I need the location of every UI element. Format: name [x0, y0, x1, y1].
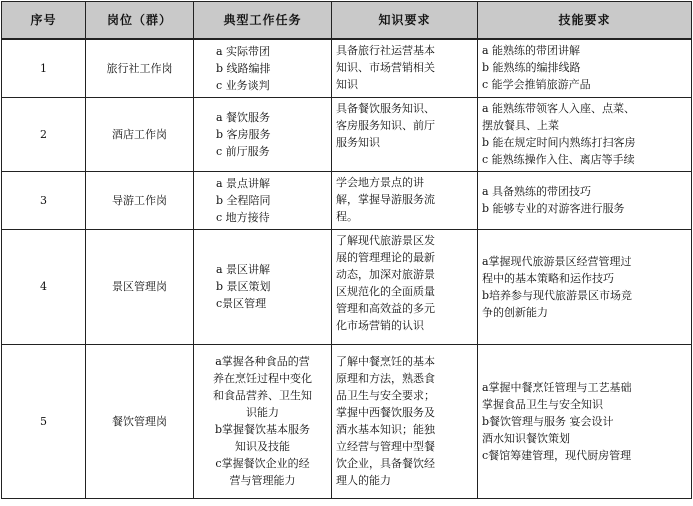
- knowledge-line: 饮企业，具备餐饮经: [336, 457, 435, 470]
- row-no: 1: [2, 39, 86, 97]
- row-post: 导游工作岗: [86, 171, 194, 229]
- row-post: 景区管理岗: [86, 229, 194, 344]
- row-knowledge: [332, 171, 478, 229]
- skill-line: c 能学会推销旅游产品: [482, 78, 591, 91]
- knowledge-line: 具备餐饮服务知识、: [336, 101, 435, 115]
- job-requirements-table: [1, 1, 692, 499]
- row-tasks: [194, 97, 332, 171]
- header-skills: 技能要求: [478, 2, 692, 40]
- skill-line: c餐馆筹建管理，现代厨房管理: [482, 448, 632, 462]
- task-line: c掌握餐饮企业的经: [215, 457, 310, 470]
- task-line: c 业务谈判: [216, 78, 270, 92]
- knowledge-line: 知识、市场营销相关: [336, 61, 435, 74]
- row-skills: [478, 97, 692, 171]
- row-no: 2: [2, 97, 86, 171]
- table-row: [2, 39, 692, 97]
- skill-line: b 能熟练的编排线路: [482, 61, 581, 74]
- task-line: c 地方接待: [216, 210, 270, 224]
- task-line: 养在烹饪过程中变化: [213, 372, 312, 385]
- task-line: b 景区策划: [216, 280, 271, 293]
- header-row: [2, 2, 692, 40]
- row-knowledge: [332, 39, 478, 97]
- row-skills: [478, 229, 692, 344]
- skill-line: 争的创新能力: [482, 305, 548, 319]
- task-line: b 客房服务: [216, 127, 271, 141]
- knowledge-line: 酒水基本知识；能独: [336, 423, 435, 436]
- knowledge-line: 品卫生与安全要求；: [336, 389, 435, 402]
- skill-line: b培养参与现代旅游景区市场竞: [482, 288, 633, 302]
- knowledge-line: 具备旅行社运营基本: [336, 44, 435, 57]
- row-tasks: [194, 229, 332, 344]
- knowledge-line: 了解中餐烹饪的基本: [336, 355, 435, 368]
- skill-line: a掌握现代旅游景区经营管理过: [482, 254, 632, 268]
- task-line: b掌握餐饮基本服务: [214, 423, 311, 436]
- skill-line: c 能熟练操作入住、离店等手续: [482, 152, 635, 166]
- table-row: [2, 171, 692, 229]
- knowledge-line: 理人的能力: [336, 474, 391, 487]
- header-knowledge: 知识要求: [332, 2, 478, 40]
- skill-line: b 能够专业的对游客进行服务: [482, 202, 625, 215]
- knowledge-line: 动态，加深对旅游景: [336, 267, 435, 281]
- task-line: b 线路编排: [216, 61, 271, 75]
- knowledge-line: 知识: [336, 78, 358, 91]
- row-tasks: [194, 39, 332, 97]
- table-row: [2, 97, 692, 171]
- row-no: 4: [2, 229, 86, 344]
- knowledge-line: 管理和高效益的多元: [336, 301, 435, 315]
- task-line: a 餐饮服务: [216, 110, 271, 124]
- knowledge-line: 解，掌握导游服务流: [336, 192, 435, 206]
- knowledge-line: 展的管理理论的最新: [336, 250, 435, 264]
- task-line: 和食品营养、卫生知: [213, 389, 312, 402]
- table-row: [2, 344, 692, 498]
- task-line: a 景区讲解: [216, 263, 271, 276]
- knowledge-line: 服务知识: [336, 135, 380, 149]
- task-line: a掌握各种食品的营: [215, 355, 310, 368]
- row-tasks: [194, 171, 332, 229]
- skill-line: b 能在规定时间内熟练打扫客房: [482, 135, 636, 149]
- row-knowledge: [332, 229, 478, 344]
- knowledge-line: 程。: [336, 209, 358, 223]
- skill-line: 掌握食品卫生与安全知识: [482, 397, 603, 411]
- row-no: 5: [2, 344, 86, 498]
- task-line: a 实际带团: [216, 44, 271, 58]
- knowledge-line: 立经营与管理中型餐: [336, 440, 435, 453]
- row-post: 餐饮管理岗: [86, 344, 194, 498]
- task-line: b 全程陪同: [216, 193, 271, 207]
- skill-line: 程中的基本策略和运作技巧: [482, 271, 614, 285]
- row-knowledge: [332, 97, 478, 171]
- row-post: 酒店工作岗: [86, 97, 194, 171]
- skill-line: 酒水知识餐饮策划: [482, 431, 570, 445]
- task-line: c景区管理: [216, 297, 267, 310]
- row-post: 旅行社工作岗: [86, 39, 194, 97]
- header-tasks: 典型工作任务: [194, 2, 332, 40]
- skill-line: a掌握中餐烹饪管理与工艺基础: [482, 380, 632, 394]
- skill-line: b餐饮管理与服务 宴会设计: [482, 414, 614, 428]
- row-skills: [478, 39, 692, 97]
- row-knowledge: [332, 344, 478, 498]
- table-wrapper: [1, 1, 692, 499]
- row-tasks: [194, 344, 332, 498]
- skill-line: a 具备熟练的带团技巧: [482, 185, 592, 198]
- header-post: 岗位（群）: [86, 2, 194, 40]
- knowledge-line: 掌握中西餐饮服务及: [336, 406, 435, 419]
- task-line: 知识及技能: [235, 440, 290, 453]
- header-no: 序号: [2, 2, 86, 40]
- table-row: [2, 229, 692, 344]
- task-line: c 前厅服务: [216, 144, 270, 158]
- skill-line: a 能熟练的带团讲解: [482, 44, 581, 57]
- row-no: 3: [2, 171, 86, 229]
- task-line: 营与管理能力: [229, 474, 296, 487]
- knowledge-line: 客房服务知识、前厅: [336, 118, 435, 132]
- knowledge-line: 区规范化的全面质量: [336, 284, 435, 298]
- knowledge-line: 了解现代旅游景区发: [336, 233, 435, 247]
- row-skills: [478, 171, 692, 229]
- knowledge-line: 学会地方景点的讲: [336, 175, 424, 189]
- task-line: a 景点讲解: [216, 176, 271, 190]
- knowledge-line: 原理和方法，熟悉食: [336, 372, 435, 385]
- skill-line: a 能熟练带领客人入座、点菜、: [482, 101, 636, 115]
- row-skills: [478, 344, 692, 498]
- task-line: 识能力: [246, 406, 279, 419]
- knowledge-line: 化市场营销的认识: [336, 318, 424, 332]
- skill-line: 摆放餐具、上菜: [482, 118, 559, 132]
